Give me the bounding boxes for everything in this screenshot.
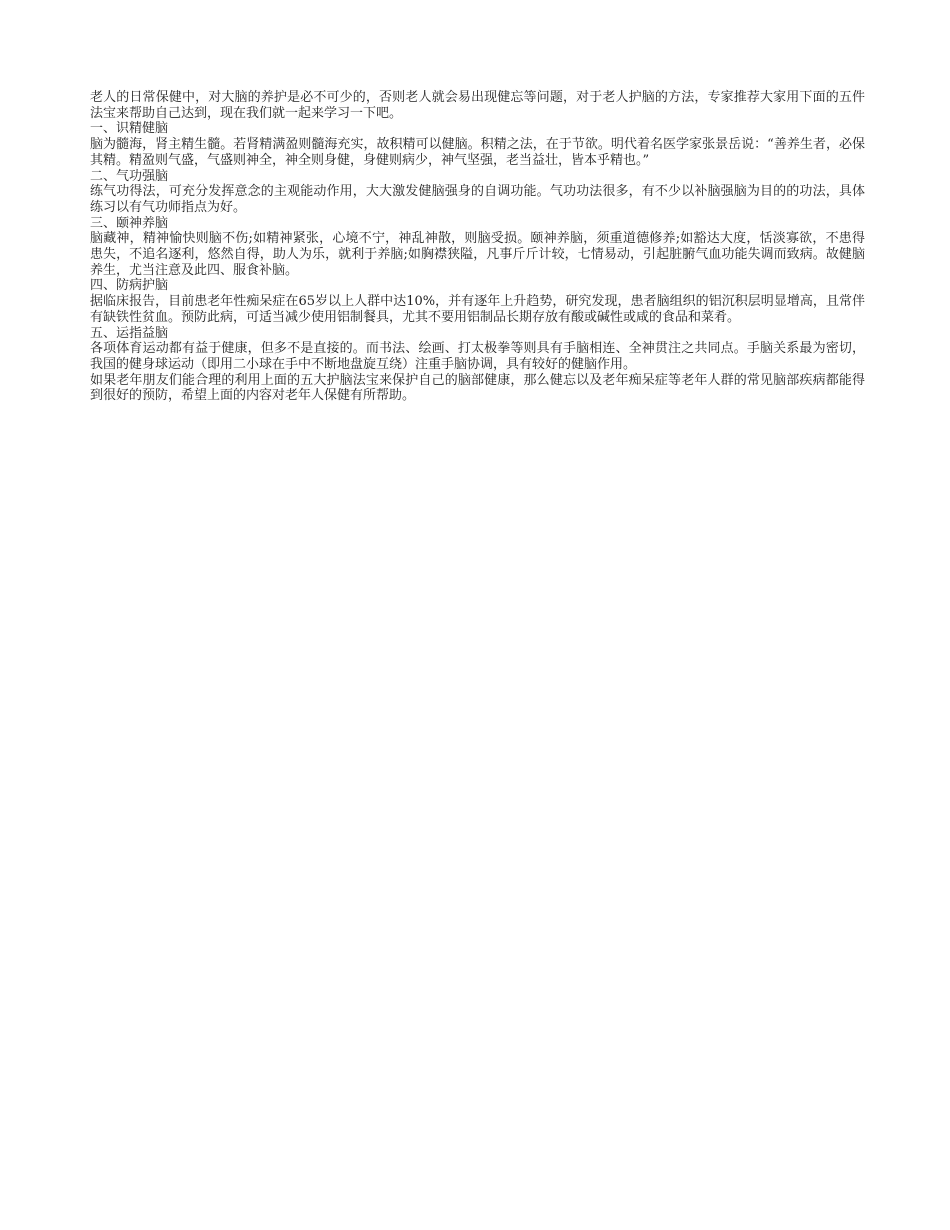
section-body-4: 据临床报告，目前患老年性痴呆症在65岁以上人群中达10%，并有逐年上升趋势，研究发现，患者脑组织的铝沉积层明显增高，且常伴有缺铁性贫血。预防此病，可适当减少使用铝制餐具，尤其不要用铝制品长期存放有酸或碱性或咸的食品和菜肴。 (90, 294, 865, 325)
section-body-5: 各项体育运动都有益于健康，但多不是直接的。而书法、绘画、打太极拳等则具有手脑相连、全神贯注之共同点。手脑关系最为密切，我国的健身球运动（即用二小球在手中不断地盘旋互绕）注重手脑协调，具有较好的健脑作用。 (90, 341, 865, 372)
section-body-2: 练气功得法，可充分发挥意念的主观能动作用，大大激发健脑强身的自调功能。气功功法很多，有不少以补脑强脑为目的的功法，具体练习以有气功师指点为好。 (90, 184, 865, 215)
section-heading-3: 三、颐神养脑 (90, 215, 169, 231)
section-heading-2: 二、气功强脑 (90, 168, 169, 184)
intro-paragraph: 老人的日常保健中，对大脑的养护是必不可少的，否则老人就会易出现健忘等问题，对于老人护脑的方法，专家推荐大家用下面的五件法宝来帮助自己达到，现在我们就一起来学习一下吧。 (90, 90, 865, 121)
conclusion-paragraph: 如果老年朋友们能合理的利用上面的五大护脑法宝来保护自己的脑部健康，那么健忘以及老年痴呆症等老年人群的常见脑部疾病都能得到很好的预防，希望上面的内容对老年人保健有所帮助。 (90, 372, 865, 404)
section-body-3: 脑藏神，精神愉快则脑不伤;如精神紧张，心境不宁，神乱神散，则脑受损。颐神养脑，须重道德修养;如豁达大度，恬淡寡欲，不患得患失，不追名逐利，悠然自得，助人为乐，就利于养脑;如胸襟狭隘，凡事斤斤计较，七情易动，引起脏腑气血功能失调而致病。故健脑养生，尤当注意及此四、服食补脑。 (90, 231, 865, 278)
section-heading-5: 五、运指益脑 (90, 325, 169, 341)
section-heading-1: 一、识精健脑 (90, 121, 169, 137)
section-heading-4: 四、防病护脑 (90, 278, 169, 294)
section-body-1: 脑为髓海，肾主精生髓。若肾精满盈则髓海充实，故积精可以健脑。积精之法，在于节欲。明代着名医学家张景岳说：“善养生者，必保其精。精盈则气盛，气盛则神全，神全则身健，身健则病少，神气坚强，老当益壮，皆本乎精也。” (90, 137, 865, 168)
article-body (90, 90, 865, 404)
